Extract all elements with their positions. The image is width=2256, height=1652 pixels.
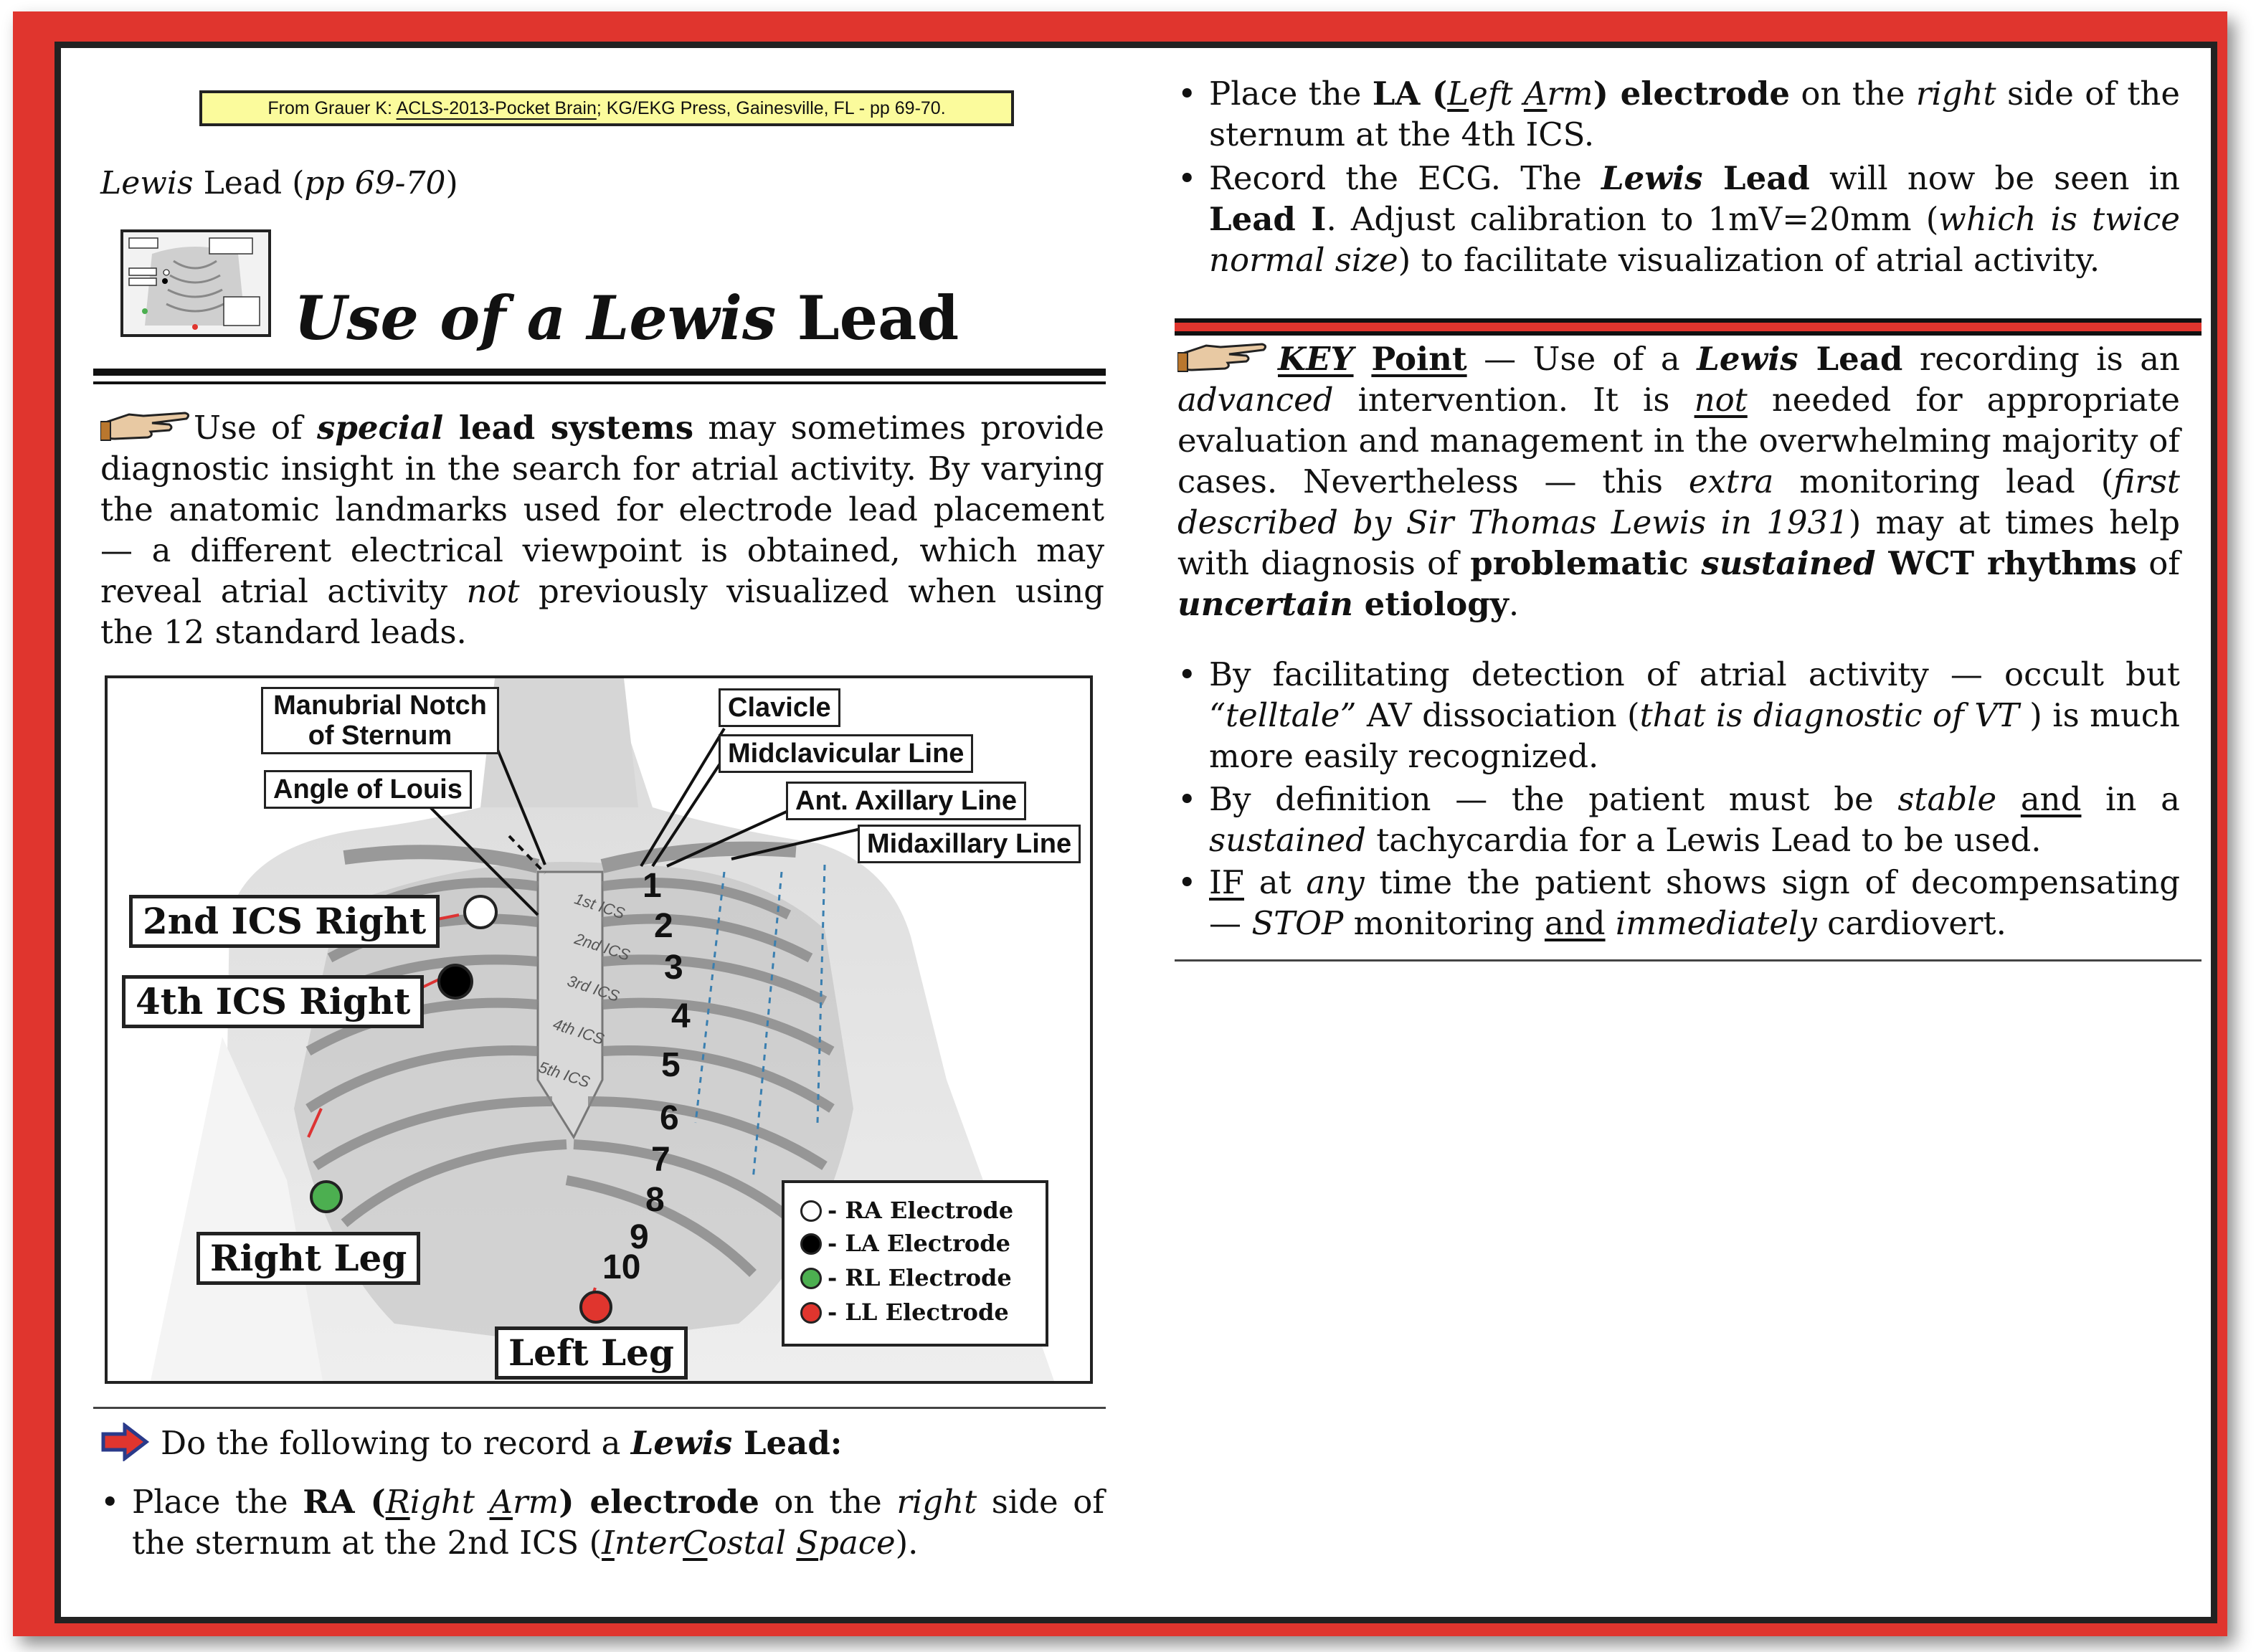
legend-item-ra: - RA Electrode: [800, 1195, 1013, 1226]
section-label: Lewis Lead (pp 69-70): [100, 165, 458, 201]
rib-number: 8: [645, 1181, 665, 1219]
page-title: Use of a Lewis Lead: [294, 283, 959, 353]
right-column-divider: [1175, 318, 2202, 336]
document-page: [14, 29, 2252, 1649]
rib-number: 9: [630, 1218, 649, 1256]
la-swatch-icon: [800, 1233, 822, 1255]
citation-prefix: From Grauer K:: [267, 98, 397, 118]
bullet-definition: • By definition — the patient must be stable and in a sustained tachycardia for a Lewis Lead to be used.: [1177, 780, 2181, 859]
citation-box: [199, 90, 1014, 126]
4th-ics-right-label: 4th ICS Right: [122, 975, 424, 1028]
rib-number: 3: [664, 949, 683, 987]
midclavicular-line-label: Midclavicular Line: [719, 734, 973, 773]
ics-label: 2nd ICS: [572, 929, 632, 964]
manubrial-notch-label: Manubrial Notch of Sternum: [261, 687, 499, 754]
pointing-hand-icon: [100, 409, 194, 443]
ics-label: 4th ICS: [551, 1015, 607, 1048]
rib-number: 10: [602, 1248, 641, 1286]
legend-item-la: - LA Electrode: [800, 1228, 1010, 1259]
ll-swatch-icon: [800, 1302, 822, 1324]
bullet-atrial-detection: • By facilitating detection of atrial activity — occult but “telltale” AV dissociation (that is diagnostic of VT ) is much more easily recognized.: [1177, 655, 2180, 775]
rib-number: 7: [651, 1141, 670, 1179]
midaxillary-line-label: Midaxillary Line: [858, 825, 1081, 863]
red-arrow-icon: [100, 1423, 161, 1458]
right-leg-label: Right Leg: [196, 1232, 420, 1285]
left-leg-label: Left Leg: [495, 1326, 688, 1380]
legend-item-ll: - LL Electrode: [800, 1296, 1009, 1328]
ra-swatch-icon: [800, 1200, 822, 1222]
step-la-electrode: • Place the LA (Left Arm) electrode on the right side of the sternum at the 4th ICS.: [1177, 75, 2181, 153]
ics-label: 1st ICS: [572, 889, 627, 923]
anterior-axillary-line-label: Ant. Axillary Line: [786, 782, 1026, 820]
title-divider: [93, 369, 1106, 384]
angle-of-louis-label: Angle of Louis: [264, 770, 472, 809]
rl-swatch-icon: [800, 1268, 822, 1289]
ics-label: 3rd ICS: [565, 972, 622, 1005]
rib-number: 5: [661, 1046, 681, 1084]
lewis-lead-placement-diagram: [105, 675, 1093, 1384]
step-ra-electrode: • Place the RA (Right Arm) electrode on the right side of the sternum at the 2nd ICS (InterCostal Space).: [100, 1483, 1105, 1562]
2nd-ics-right-label: 2nd ICS Right: [129, 895, 440, 948]
right-column-bottom-rule: [1175, 959, 2202, 962]
electrode-legend: [782, 1180, 1048, 1347]
citation-link[interactable]: ACLS-2013-Pocket Brain: [396, 98, 597, 118]
pointing-hand-icon: [1177, 340, 1278, 374]
clavicle-label: Clavicle: [719, 688, 840, 727]
intro-paragraph: Use of special lead systems may sometimes provide diagnostic insight in the search for atrial activity. By varying the anatomic landmarks used for electrode lead placement — a different electrical viewpoint is obtained, which may reveal atrial activity not previously visualized when using the 12 standard leads.: [100, 409, 1104, 651]
figure-divider: [93, 1407, 1106, 1409]
ra-electrode-marker: [463, 895, 498, 929]
la-electrode-marker: [437, 964, 473, 1000]
chest-thumbnail-image: [120, 229, 271, 337]
bullet-stop-monitoring: • IF at any time the patient shows sign of decompensating — STOP monitoring and immediately cardiovert.: [1177, 863, 2180, 942]
citation-suffix: ; KG/EKG Press, Gainesville, FL - pp 69-70.: [596, 98, 946, 118]
rib-number: 1: [643, 867, 662, 905]
ll-electrode-marker: [579, 1291, 612, 1324]
key-point-paragraph: KEY Point — Use of a Lewis Lead recording is an advanced intervention. It is not needed for appropriate evaluation and management in the overwhelming majority of cases. Nevertheless — this extra monitoring lead (first described by Sir Thomas Lewis in 1931) may at times help with diagnosis of problematic sustained WCT rhythms of uncertain etiology.: [1177, 340, 2181, 623]
rl-electrode-marker: [310, 1180, 343, 1213]
rib-number: 4: [671, 997, 691, 1035]
ics-label: 5th ICS: [536, 1058, 592, 1091]
legend-item-rl: - RL Electrode: [800, 1262, 1012, 1293]
rib-number: 6: [660, 1099, 679, 1137]
rib-number: 2: [654, 907, 673, 945]
step-record-ecg: • Record the ECG. The Lewis Lead will now be seen in Lead I. Adjust calibration to 1mV=20mm (which is twice normal size) to facilitate visualization of atrial activity.: [1177, 159, 2180, 279]
procedure-heading: Do the following to record a Lewis Lead:: [100, 1423, 1104, 1463]
